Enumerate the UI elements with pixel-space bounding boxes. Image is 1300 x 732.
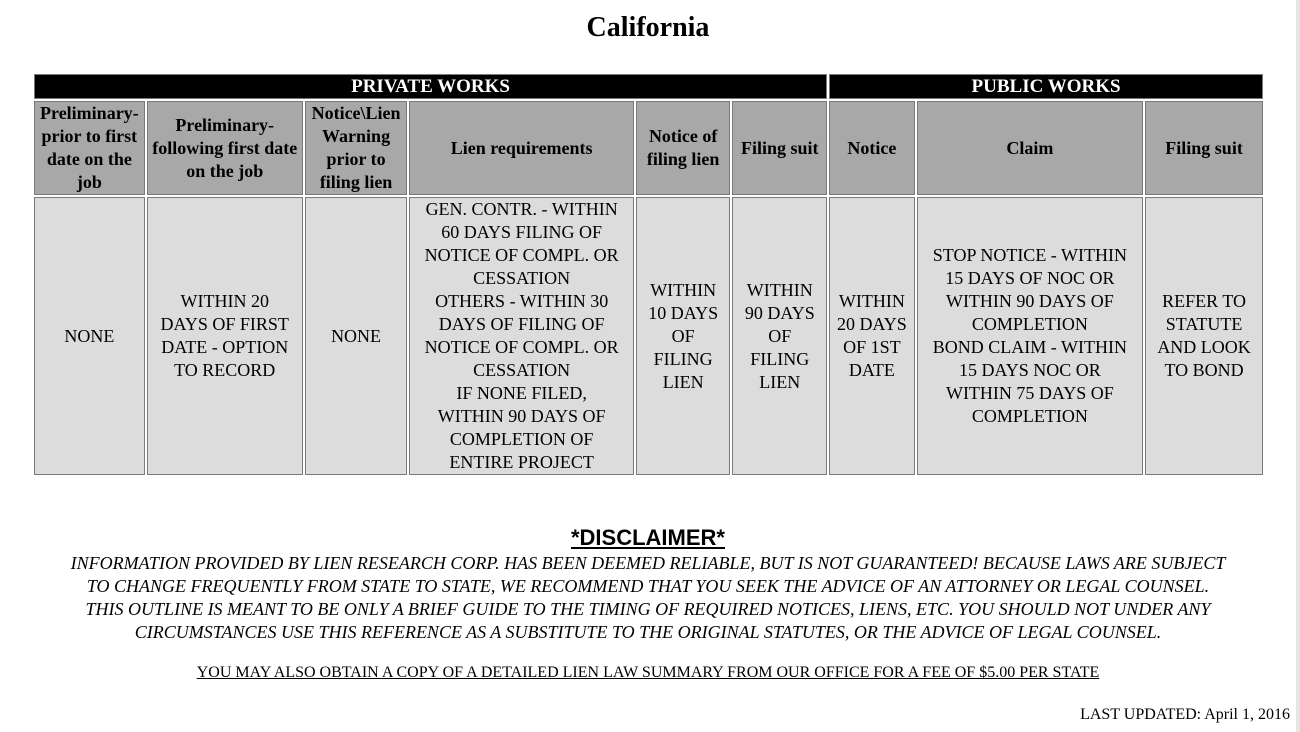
- cell-line: STOP NOTICE - WITHIN: [932, 245, 1127, 265]
- cell-line: CESSATION: [473, 360, 571, 380]
- cell-preliminary-following: [147, 197, 303, 475]
- table-row: [34, 197, 1263, 475]
- cell-line: WITHIN 90 DAYS OF: [945, 291, 1114, 311]
- cell-line: 15 DAYS NOC OR: [958, 360, 1101, 380]
- cell-line: REFER TO: [1162, 291, 1246, 311]
- cell-line: COMPLETION: [971, 406, 1088, 426]
- disclaimer: [0, 524, 1296, 644]
- cell-line: LIEN: [759, 371, 801, 392]
- scrollbar[interactable]: [1296, 0, 1300, 732]
- lien-law-table: [32, 72, 1265, 477]
- cell-line: 10 DAYS: [648, 302, 719, 323]
- cell-line: WITHIN: [838, 291, 905, 311]
- cell-preliminary-prior: [34, 197, 145, 475]
- cell-line: ENTIRE PROJECT: [449, 452, 594, 472]
- disclaimer-line: THIS OUTLINE IS MEANT TO BE ONLY A BRIEF GUIDE TO THE TIMING OF REQUIRED NOTICES, LIENS, ETC. YOU SHOULD NOT UNDER ANY: [85, 599, 1211, 619]
- cell-line: 90 DAYS: [744, 302, 815, 323]
- cell-line: 15 DAYS OF NOC OR: [945, 268, 1115, 288]
- cell-line: TO RECORD: [174, 360, 276, 380]
- header-public-claim: Claim: [917, 101, 1143, 195]
- last-updated: LAST UPDATED: April 1, 2016: [1080, 706, 1290, 723]
- cell-line: COMPLETION: [971, 314, 1088, 334]
- cell-line: NONE: [331, 325, 382, 346]
- disclaimer-title: *DISCLAIMER*: [570, 525, 725, 550]
- header-preliminary-prior: Preliminary-prior to first date on the job: [34, 101, 145, 195]
- cell-line: DAYS OF FIRST: [160, 314, 289, 334]
- cell-line: OTHERS - WITHIN 30: [435, 291, 609, 311]
- header-public-filing-suit: Filing suit: [1145, 101, 1263, 195]
- cell-line: WITHIN 75 DAYS OF: [945, 383, 1114, 403]
- cell-line: OF: [768, 325, 792, 346]
- cell-line: COMPLETION OF: [449, 429, 594, 449]
- header-notice-lien-warning: Notice\Lien Warning prior to filing lien: [305, 101, 408, 195]
- cell-private-filing-suit: [732, 197, 827, 475]
- cell-line: FILING: [653, 348, 713, 369]
- cell-line: FILING: [750, 348, 810, 369]
- cell-line: TO BOND: [1164, 360, 1244, 380]
- disclaimer-line: TO CHANGE FREQUENTLY FROM STATE TO STATE, WE RECOMMEND THAT YOU SEEK THE ADVICE OF AN ATTORNEY OR LEGAL COUNSEL.: [86, 576, 1210, 596]
- cell-line: GEN. CONTR. - WITHIN: [425, 199, 618, 219]
- header-lien-requirements: Lien requirements: [409, 101, 633, 195]
- cell-line: OF: [671, 325, 695, 346]
- cell-line: 20 DAYS: [836, 314, 907, 334]
- disclaimer-body: [3, 552, 1293, 644]
- disclaimer-line: CIRCUMSTANCES USE THIS REFERENCE AS A SUBSTITUTE TO THE ORIGINAL STATUTES, OR THE ADVICE OF LEGAL COUNSEL.: [134, 622, 1162, 642]
- disclaimer-line: INFORMATION PROVIDED BY LIEN RESEARCH CORP. HAS BEEN DEEMED RELIABLE, BUT IS NOT GUARANTEED! BECAUSE LAWS ARE SUBJECT: [70, 553, 1226, 573]
- cell-line: NONE: [64, 325, 115, 346]
- cell-line: OF 1ST: [843, 337, 901, 357]
- cell-public-claim: [917, 197, 1143, 475]
- cell-line: DATE: [848, 360, 895, 380]
- section-public-works: PUBLIC WORKS: [829, 74, 1263, 99]
- cell-line: WITHIN: [650, 279, 717, 300]
- header-preliminary-following: Preliminary-following first date on the job: [147, 101, 303, 195]
- cell-line: LIEN: [662, 371, 704, 392]
- cell-lien-requirements: [409, 197, 633, 475]
- cell-line: WITHIN: [746, 279, 813, 300]
- header-private-filing-suit: Filing suit: [732, 101, 827, 195]
- cell-line: DAYS OF FILING OF: [438, 314, 605, 334]
- cell-line: NOTICE OF COMPL. OR: [424, 337, 619, 357]
- header-public-notice: Notice: [829, 101, 915, 195]
- cell-public-notice: [829, 197, 915, 475]
- cell-line: WITHIN 90 DAYS OF: [437, 406, 606, 426]
- cell-notice-lien-warning: [305, 197, 408, 475]
- lien-summary-link[interactable]: YOU MAY ALSO OBTAIN A COPY OF A DETAILED LIEN LAW SUMMARY FROM OUR OFFICE FOR A FEE OF $5.00 PER STATE: [196, 664, 1100, 681]
- section-private-works: PRIVATE WORKS: [34, 74, 827, 99]
- cell-line: NOTICE OF COMPL. OR: [424, 245, 619, 265]
- cell-line: WITHIN 20: [180, 291, 269, 311]
- header-notice-of-filing-lien: Notice of filing lien: [636, 101, 731, 195]
- cell-line: IF NONE FILED,: [456, 383, 587, 403]
- cell-line: DATE - OPTION: [161, 337, 289, 357]
- cell-line: CESSATION: [473, 268, 571, 288]
- cell-line: STATUTE: [1165, 314, 1243, 334]
- cell-line: AND LOOK: [1157, 337, 1251, 357]
- page-title: California: [586, 12, 710, 43]
- cell-notice-of-filing-lien: [636, 197, 731, 475]
- cell-public-filing-suit: [1145, 197, 1263, 475]
- cell-line: 60 DAYS FILING OF: [441, 222, 603, 242]
- cell-line: BOND CLAIM - WITHIN: [932, 337, 1127, 357]
